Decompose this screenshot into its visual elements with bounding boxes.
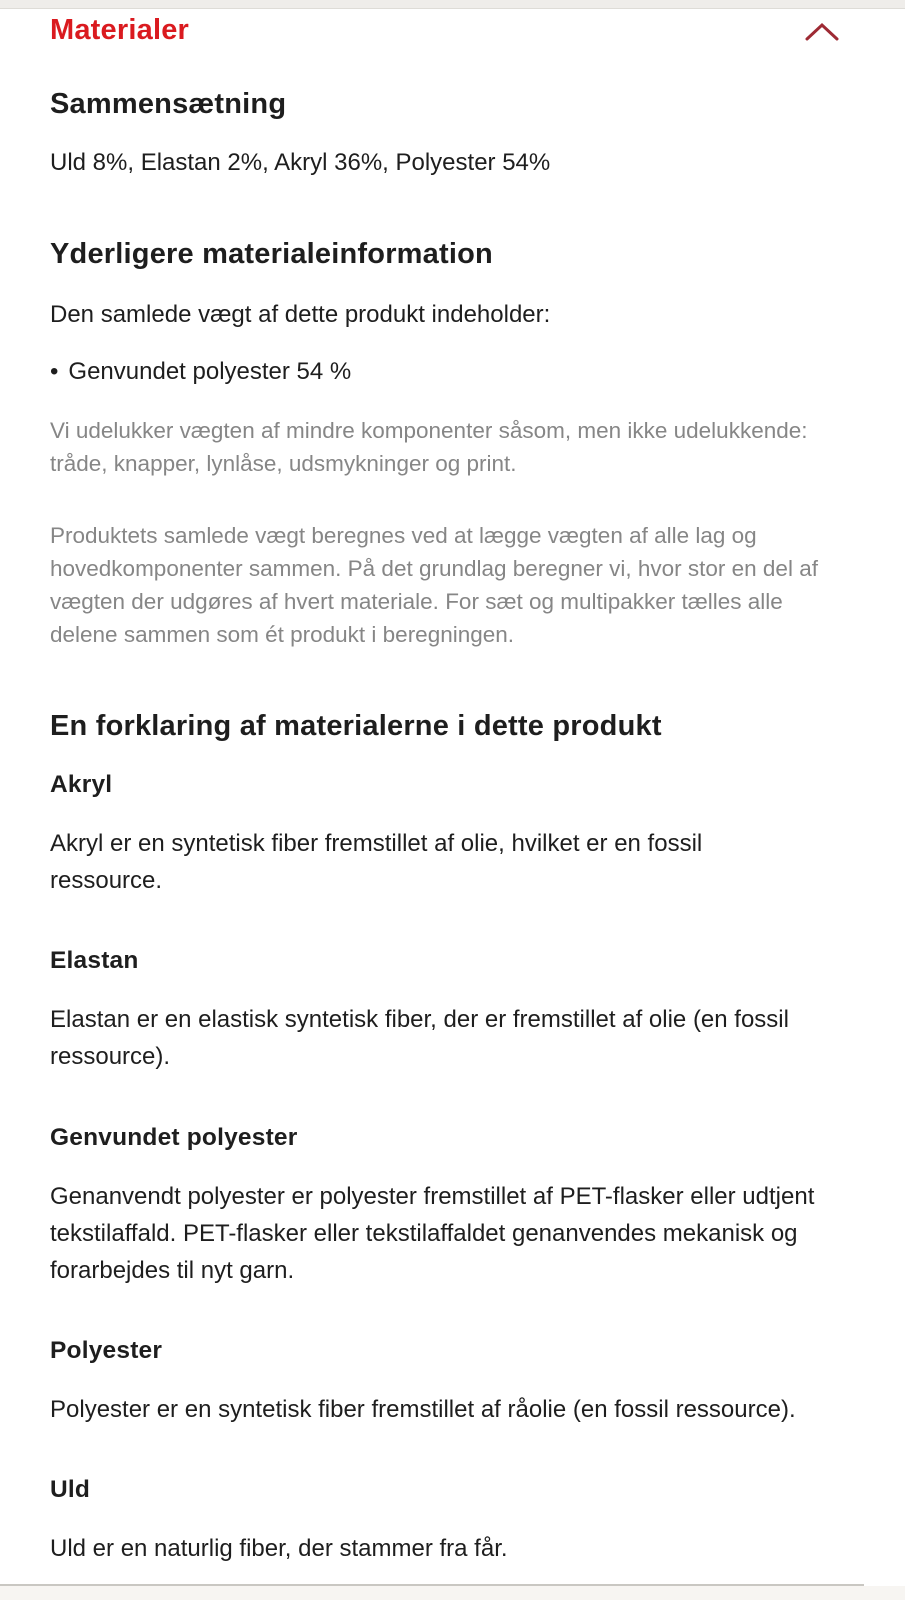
additional-info-intro: Den samlede vægt af dette produkt indeholder:: [50, 300, 551, 328]
recycled-content-item: • Genvundet polyester 54 %: [50, 356, 855, 388]
material-description-elastan: Elastan er en elastisk syntetisk fiber, der er fremstillet af olie (en fossil ressource).: [50, 1006, 789, 1071]
material-description-genvundet-polyester: Genanvendt polyester er polyester fremstillet af PET-flasker eller udtjent tekstilaffald. PET-flasker eller tekstilaffaldet genanvendes mekanisk og forarbejdes til nyt garn.: [50, 1182, 815, 1284]
material-description-polyester: Polyester er en syntetisk fiber fremstillet af råolie (en fossil ressource).: [50, 1396, 796, 1424]
material-description-akryl: Akryl er en syntetisk fiber fremstillet af olie, hvilket er en fossil ressource.: [50, 829, 703, 895]
recycled-content-list: [50, 356, 855, 388]
materials-explained-heading: En forklaring af materialerne i dette produkt: [50, 709, 662, 742]
material-name-uld: Uld: [50, 1476, 91, 1504]
sheet-bottom-edge: [0, 1584, 905, 1600]
section-title: Materialer: [50, 14, 190, 46]
page-background-strip: [0, 1586, 905, 1600]
material-description-uld: Uld er en naturlig fiber, der stammer fra får.: [50, 1535, 508, 1563]
chevron-up-icon[interactable]: [803, 21, 841, 46]
top-divider: [0, 0, 905, 9]
materials-accordion-header[interactable]: [50, 9, 855, 48]
additional-info-heading: Yderligere materialeinformation: [50, 237, 493, 270]
weight-exclusion-disclaimer: Vi udelukker vægten af mindre komponenter såsom, men ikke udelukkende: tråde, knapper, lynlåse, udsmykninger og print.: [50, 417, 808, 476]
material-name-elastan: Elastan: [50, 947, 139, 975]
weight-calculation-disclaimer: Produktets samlede vægt beregnes ved at lægge vægten af alle lag og hovedkomponenter sammen. På det grundlag beregner vi, hvor stor en del af vægten der udgøres af hvert materiale. For sæt og multipakker tælles alle delene sammen som ét produkt i beregningen.: [50, 523, 818, 647]
material-name-genvundet-polyester: Genvundet polyester: [50, 1123, 298, 1151]
composition-heading: Sammensætning: [50, 87, 287, 120]
material-name-akryl: Akryl: [50, 770, 113, 798]
material-name-polyester: Polyester: [50, 1337, 163, 1365]
composition-value: Uld 8%, Elastan 2%, Akryl 36%, Polyester 54%: [50, 148, 551, 176]
materials-section: [0, 9, 905, 1568]
